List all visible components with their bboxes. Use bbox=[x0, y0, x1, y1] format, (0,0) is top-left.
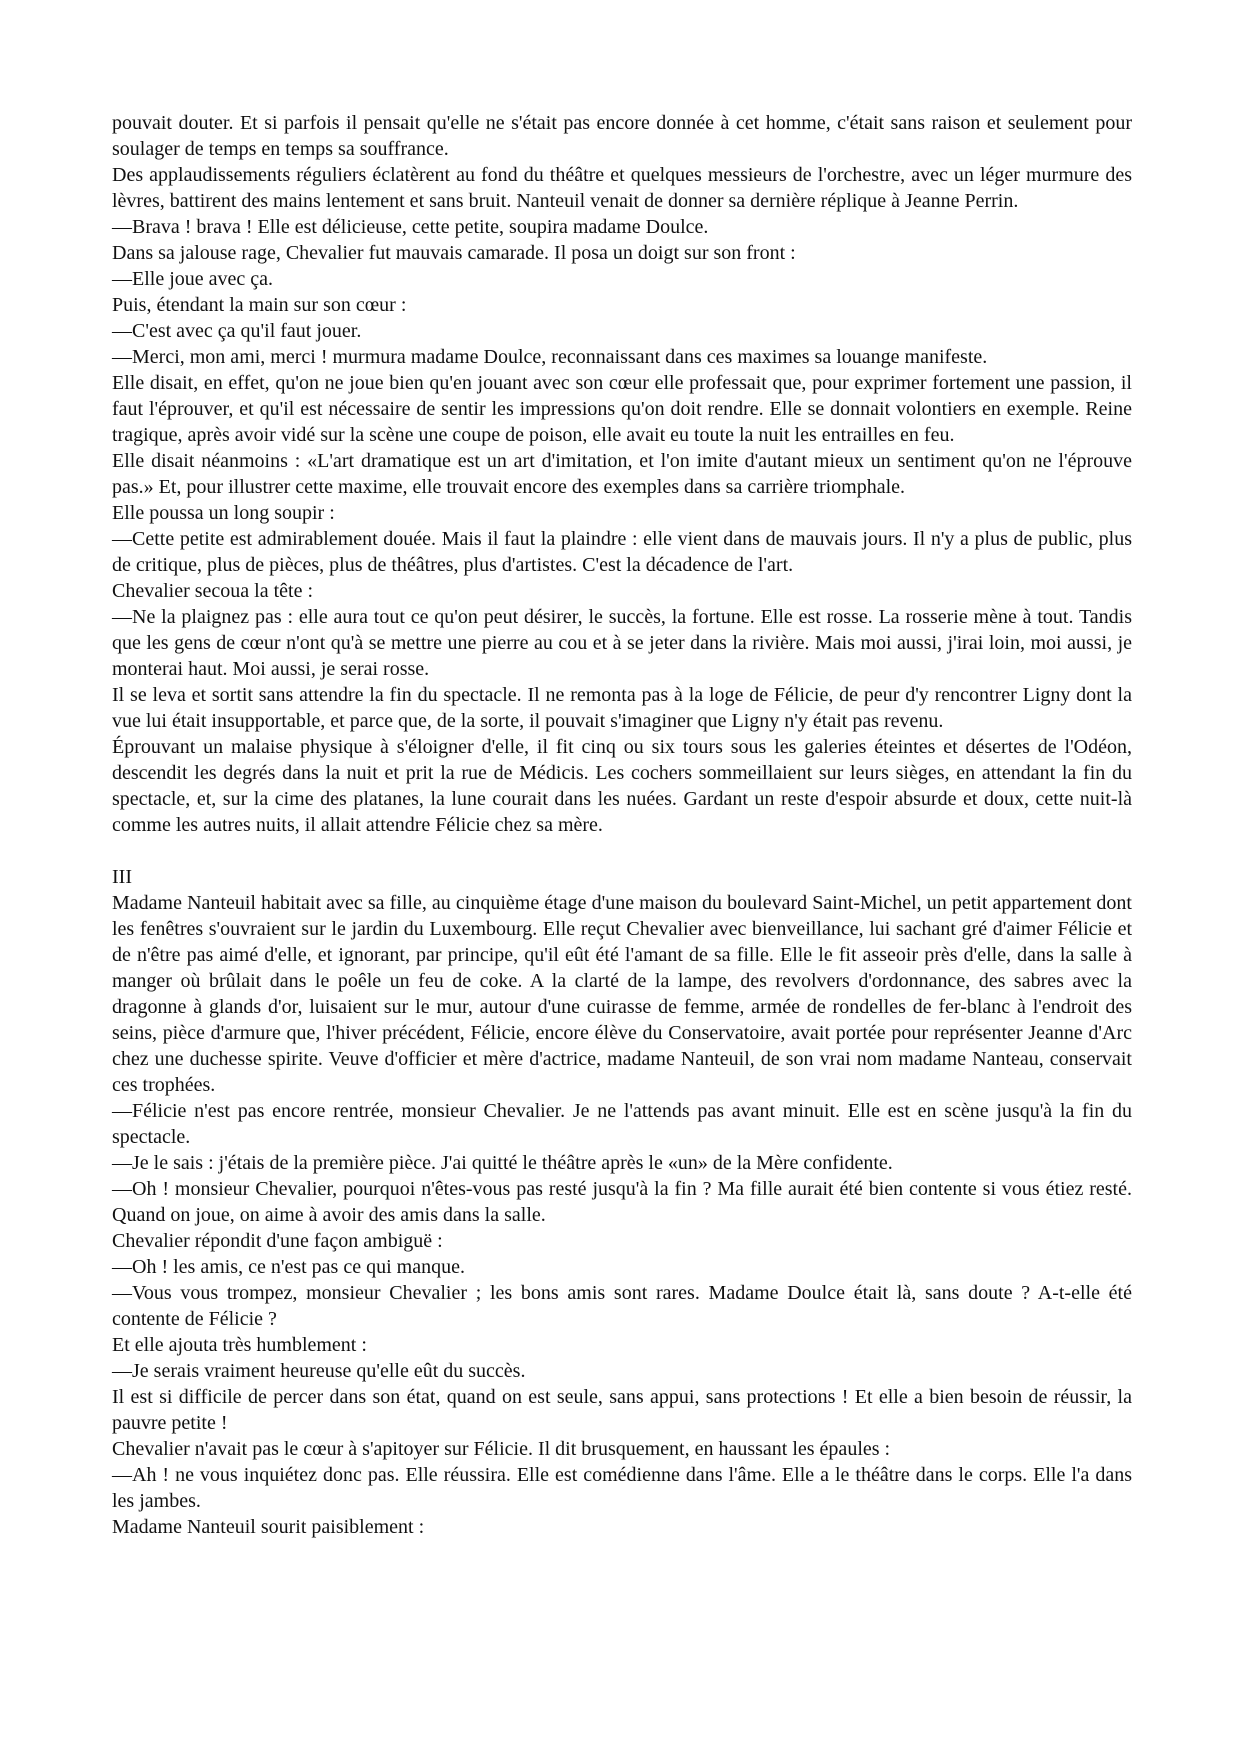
paragraph: Puis, étendant la main sur son cœur : bbox=[112, 294, 407, 316]
paragraph: pouvait douter. Et si parfois il pensait qu'elle ne s'était pas encore donnée à cet homme, c'était sans raison et seulement pour soulager de temps en temps sa souffrance. bbox=[112, 112, 1132, 160]
paragraph: —Ah ! ne vous inquiétez donc pas. Elle réussira. Elle est comédienne dans l'âme. Elle a le théâtre dans le corps. Elle l'a dans les jambes. bbox=[112, 1464, 1132, 1512]
paragraph: Elle poussa un long soupir : bbox=[112, 502, 335, 524]
section-1 bbox=[112, 110, 1132, 838]
paragraph: —C'est avec ça qu'il faut jouer. bbox=[112, 320, 362, 342]
paragraph: —Elle joue avec ça. bbox=[112, 268, 274, 290]
paragraph: —Cette petite est admirablement douée. Mais il faut la plaindre : elle vient dans de mauvais jours. Il n'y a plus de public, plus de critique, plus de pièces, plus de théâtres, plus d'artistes. C'est la décadence de l'art. bbox=[112, 528, 1132, 576]
paragraph: —Oh ! les amis, ce n'est pas ce qui manque. bbox=[112, 1256, 465, 1278]
paragraph: Chevalier secoua la tête : bbox=[112, 580, 314, 602]
paragraph: —Félicie n'est pas encore rentrée, monsieur Chevalier. Je ne l'attends pas avant minuit. Elle est en scène jusqu'à la fin du spectacle. bbox=[112, 1100, 1132, 1148]
paragraph: Il se leva et sortit sans attendre la fin du spectacle. Il ne remonta pas à la loge de Félicie, de peur d'y rencontrer Ligny dont la vue lui était insupportable, et parce que, de la sorte, il pouvait s'imaginer que Ligny n'y était pas revenu. bbox=[112, 684, 1132, 732]
paragraph: Il est si difficile de percer dans son état, quand on est seule, sans appui, sans protections ! Et elle a bien besoin de réussir, la pauvre petite ! bbox=[112, 1386, 1132, 1434]
paragraph: Éprouvant un malaise physique à s'éloigner d'elle, il fit cinq ou six tours sous les galeries éteintes et désertes de l'Odéon, descendit les degrés dans la nuit et prit la rue de Médicis. Les cochers sommeillaient sur leurs sièges, en attendant la fin du spectacle, et, sur la cime des platanes, la lune courait dans les nuées. Gardant un reste d'espoir absurde et doux, cette nuit-là comme les autres nuits, il allait attendre Félicie chez sa mère. bbox=[112, 736, 1132, 836]
paragraph: Et elle ajouta très humblement : bbox=[112, 1334, 367, 1356]
paragraph: —Merci, mon ami, merci ! murmura madame Doulce, reconnaissant dans ces maximes sa louange manifeste. bbox=[112, 346, 988, 368]
paragraph: Dans sa jalouse rage, Chevalier fut mauvais camarade. Il posa un doigt sur son front : bbox=[112, 242, 796, 264]
section-gap bbox=[112, 838, 1132, 864]
chapter-heading: III bbox=[112, 866, 132, 888]
paragraph: —Je le sais : j'étais de la première pièce. J'ai quitté le théâtre après le «un» de la Mère confidente. bbox=[112, 1152, 893, 1174]
paragraph: Madame Nanteuil sourit paisiblement : bbox=[112, 1516, 425, 1538]
paragraph: Madame Nanteuil habitait avec sa fille, au cinquième étage d'une maison du boulevard Saint-Michel, un petit appartement dont les fenêtres s'ouvraient sur le jardin du Luxembourg. Elle reçut Chevalier avec bienveillance, lui sachant gré d'aimer Félicie et de n'être pas aimé d'elle, et ignorant, par principe, qu'il eût été l'amant de sa fille. Elle le fit asseoir près d'elle, dans la salle à manger où brûlait dans le poêle un feu de coke. A la clarté de la lampe, des revolvers d'ordonnance, des sabres avec la dragonne à glands d'or, luisaient sur le mur, autour d'une cuirasse de femme, armée de rondelles de fer-blanc à l'endroit des seins, pièce d'armure que, l'hiver précédent, Félicie, encore élève du Conservatoire, avait portée pour représenter Jeanne d'Arc chez une duchesse spirite. Veuve d'officier et mère d'actrice, madame Nanteuil, de son vrai nom madame Nanteau, conservait ces trophées. bbox=[112, 892, 1132, 1096]
paragraph: Chevalier répondit d'une façon ambiguë : bbox=[112, 1230, 443, 1252]
section-2 bbox=[112, 890, 1132, 1540]
paragraph: —Vous vous trompez, monsieur Chevalier ; les bons amis sont rares. Madame Doulce était là, sans doute ? A-t-elle été contente de Félicie ? bbox=[112, 1282, 1132, 1330]
paragraph: Chevalier n'avait pas le cœur à s'apitoyer sur Félicie. Il dit brusquement, en haussant les épaules : bbox=[112, 1438, 891, 1460]
document-page bbox=[112, 110, 1132, 1540]
paragraph: Elle disait, en effet, qu'on ne joue bien qu'en jouant avec son cœur elle professait que, pour exprimer fortement une passion, il faut l'éprouver, et qu'il est nécessaire de sentir les impressions qu'on doit rendre. Elle se donnait volontiers en exemple. Reine tragique, après avoir vidé sur la scène une coupe de poison, elle avait eu toute la nuit les entrailles en feu. bbox=[112, 372, 1132, 446]
paragraph: —Brava ! brava ! Elle est délicieuse, cette petite, soupira madame Doulce. bbox=[112, 216, 709, 238]
paragraph: —Oh ! monsieur Chevalier, pourquoi n'êtes-vous pas resté jusqu'à la fin ? Ma fille aurait été bien contente si vous étiez resté. Quand on joue, on aime à avoir des amis dans la salle. bbox=[112, 1178, 1132, 1226]
paragraph: —Ne la plaignez pas : elle aura tout ce qu'on peut désirer, le succès, la fortune. Elle est rosse. La rosserie mène à tout. Tandis que les gens de cœur n'ont qu'à se mettre une pierre au cou et à se jeter dans la rivière. Mais moi aussi, j'irai loin, moi aussi, je monterai haut. Moi aussi, je serai rosse. bbox=[112, 606, 1132, 680]
paragraph: Des applaudissements réguliers éclatèrent au fond du théâtre et quelques messieurs de l'orchestre, avec un léger murmure des lèvres, battirent des mains lentement et sans bruit. Nanteuil venait de donner sa dernière réplique à Jeanne Perrin. bbox=[112, 164, 1132, 212]
paragraph: Elle disait néanmoins : «L'art dramatique est un art d'imitation, et l'on imite d'autant mieux un sentiment qu'on ne l'éprouve pas.» Et, pour illustrer cette maxime, elle trouvait encore des exemples dans sa carrière triomphale. bbox=[112, 450, 1132, 498]
paragraph: —Je serais vraiment heureuse qu'elle eût du succès. bbox=[112, 1360, 526, 1382]
